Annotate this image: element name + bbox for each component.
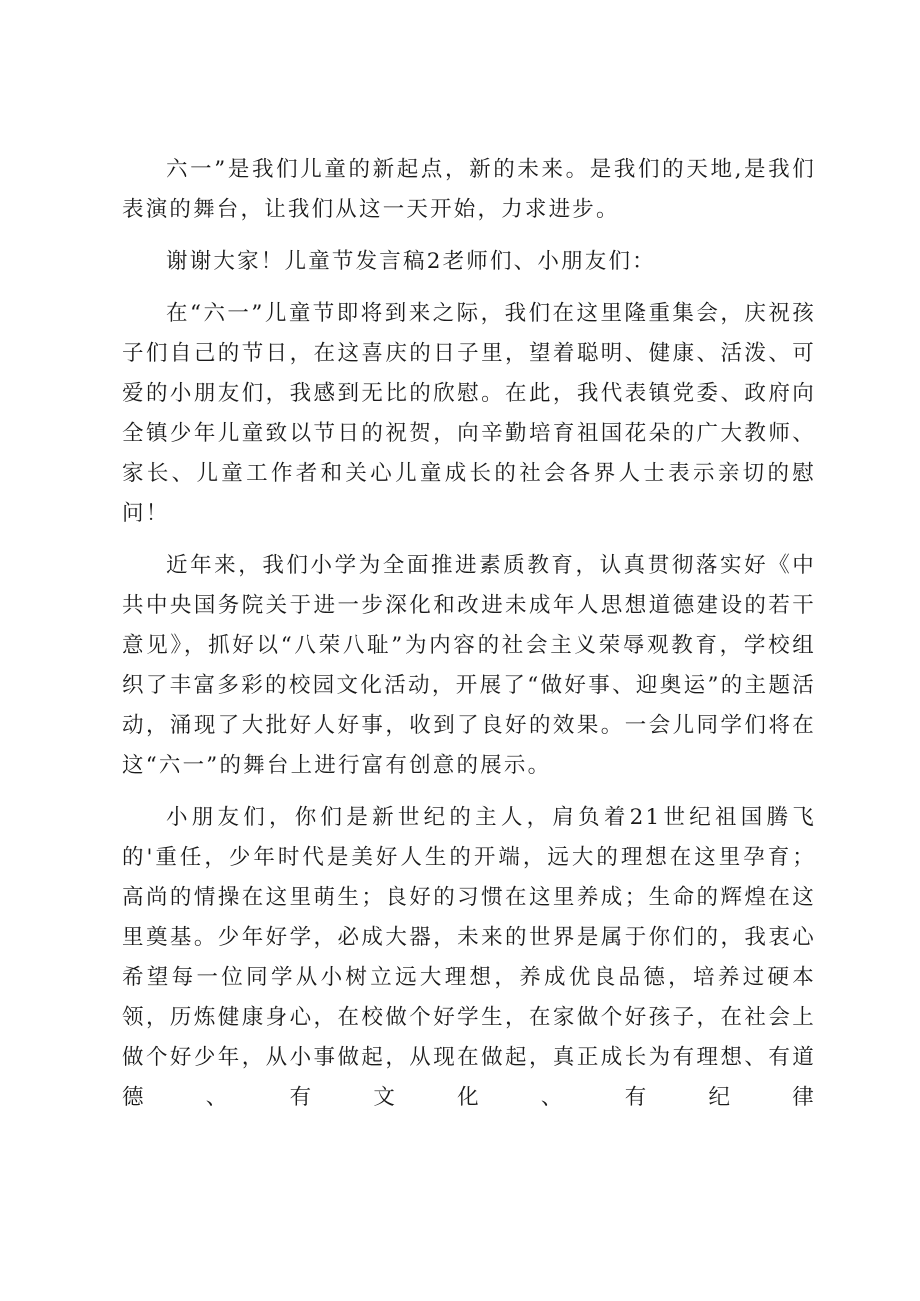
document-body (122, 150, 816, 1118)
paragraph-closing-remarks: 六一”是我们儿童的新起点，新的未来。是我们的天地,是我们表演的舞台，让我们从这一天开始，力求进步。 (122, 157, 816, 222)
paragraph-school-activities: 近年来，我们小学为全面推进素质教育，认真贯彻落实好《中共中央国务院关于进一步深化和改进未成年人思想道德建设的若干意见》，抓好以“八荣八耻”为内容的社会主义荣辱观教育，学校组织了丰富多彩的校园文化活动，开展了“做好事、迎奥运”的主题活动，涌现了大批好人好事，收到了良好的效果。一会儿同学们将在这“六一”的舞台上进行富有创意的展示。 (122, 553, 816, 778)
paragraph-thanks-and-greeting: 谢谢大家！儿童节发言稿2老师们、小朋友们： (166, 249, 656, 274)
paragraph-message-to-children: 小朋友们，你们是新世纪的主人，肩负着21世纪祖国腾飞的'重任，少年时代是美好人生的开端，远大的理想在这里孕育；高尚的情操在这里萌生；良好的习惯在这里养成；生命的辉煌在这里奠基。少年好学，必成大器，未来的世界是属于你们的，我衷心希望每一位同学从小树立远大理想，养成优良品德，培养过硬本领，历炼健康身心，在校做个好学生，在家做个好孩子，在社会上做个好少年，从小事做起，从现在做起，真正成长为有理想、有道德、有文化、有纪律 (122, 805, 816, 1110)
paragraph-festival-greeting: 在“六一”儿童节即将到来之际，我们在这里隆重集会，庆祝孩子们自己的节日，在这喜庆的日子里，望着聪明、健康、活泼、可爱的小朋友们，我感到无比的欣慰。在此，我代表镇党委、政府向全镇少年儿童致以节日的祝贺，向辛勤培育祖国花朵的广大教师、家长、儿童工作者和关心儿童成长的社会各界人士表示亲切的慰问！ (122, 301, 816, 526)
